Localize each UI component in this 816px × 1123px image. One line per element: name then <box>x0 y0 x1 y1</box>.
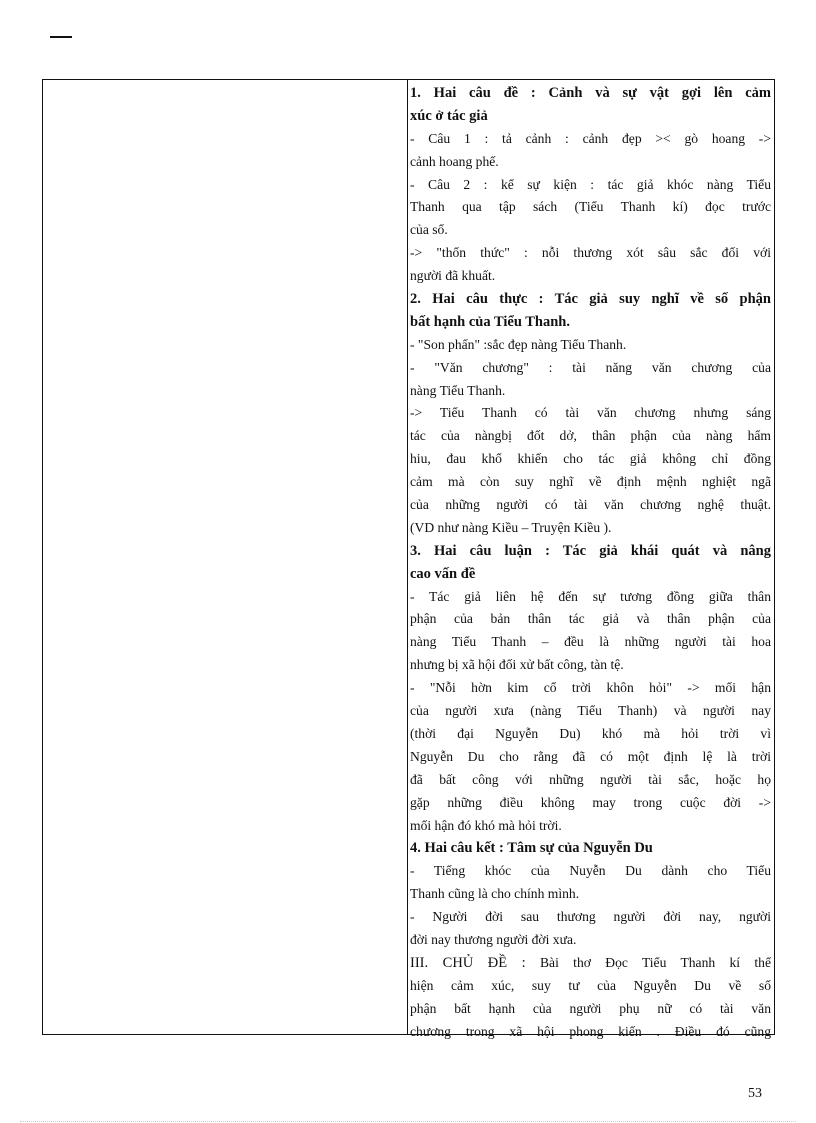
body-text-line: của những người có tài văn chương nghệ thuật. <box>410 497 771 513</box>
body-text-line: (thời đại Nguyễn Du) khó mà hỏi trời vì <box>410 725 771 741</box>
right-column-text <box>410 82 771 1039</box>
body-text-line: mối hận đó khó mà hỏi trời. <box>410 817 562 833</box>
body-text-line: của người xưa (nàng Tiểu Thanh) và người nay <box>410 703 771 719</box>
body-text-line: hiu, đau khổ khiến cho tác giả không chỉ đồng <box>410 451 771 467</box>
section-heading-line: 1. Hai câu đề : Cảnh và sự vật gợi lên cảm <box>410 85 771 101</box>
body-text-line: gặp những điều không may trong cuộc đời -> <box>410 794 771 810</box>
section-heading-line: 4. Hai câu kết : Tâm sự của Nguyễn Du <box>410 840 653 857</box>
section-heading-line: 3. Hai câu luận : Tác giả khái quát và nâng <box>410 542 771 559</box>
body-text-line: nhưng bị xã hội đối xử bất công, tàn tệ. <box>410 657 624 673</box>
body-text-line: phận của bản thân tác giả và thân phận của <box>410 611 771 627</box>
body-text-span: Bài thơ Đọc Tiểu Thanh kí thể <box>525 954 771 970</box>
content-table <box>42 79 775 1039</box>
section-heading-line: bất hạnh của Tiểu Thanh. <box>410 313 570 330</box>
body-text-line: chương trong xã hội phong kiến . Điều đó cũng <box>410 1023 771 1039</box>
body-text-line: tác của nàngbị đốt dở, thân phận của nàng hẩm <box>410 428 771 444</box>
section-heading-label: III. CHỦ ĐỀ : <box>410 954 526 971</box>
body-text-line: - "Son phấn" :sắc đẹp nàng Tiểu Thanh. <box>410 336 627 352</box>
body-text-line: đã bất công với những người tài sắc, hoặc họ <box>410 771 771 787</box>
body-text-line: - "Nỗi hờn kim cổ trời khôn hỏi" -> mối hận <box>410 680 771 696</box>
body-text-line: Thanh qua tập sách (Tiểu Thanh kí) đọc trước <box>410 199 771 215</box>
body-text-line: phận bất hạnh của người phụ nữ có tài văn <box>410 1000 771 1016</box>
body-text-line: người đã khuất. <box>410 268 496 284</box>
section-heading-line: xúc ở tác giả <box>410 107 488 124</box>
body-text-line: hiện cảm xúc, suy tư của Nguyễn Du về số <box>410 977 771 993</box>
body-text-line: - Tác giả liên hệ đến sự tương đồng giữa thân <box>410 588 771 604</box>
body-text-line: - Tiếng khóc của Nuyễn Du dành cho Tiểu <box>410 863 771 879</box>
body-text-line: -> "thổn thức" : nỗi thương xót sâu sắc đối với <box>410 245 771 261</box>
body-text-line: - Câu 1 : tả cảnh : cảnh đẹp >< gò hoang -> <box>410 130 771 146</box>
left-column-empty <box>43 80 407 1034</box>
body-text-line: - Câu 2 : kể sự kiện : tác giả khóc nàng Tiểu <box>410 176 771 192</box>
body-text-line: -> Tiểu Thanh có tài văn chương nhưng sáng <box>410 405 771 421</box>
body-text-line: đời nay thương người đời xưa. <box>410 931 577 947</box>
header-dash <box>50 36 72 38</box>
body-text-line: cảnh hoang phế. <box>410 153 499 169</box>
section-heading-line: 2. Hai câu thực : Tác giả suy nghĩ về số phận <box>410 291 771 308</box>
body-text-line: nàng Tiểu Thanh – đều là những người tài hoa <box>410 634 771 650</box>
body-text-line <box>410 952 771 975</box>
body-text-line: của sổ. <box>410 222 448 238</box>
column-divider <box>407 80 408 1034</box>
body-text-line: - "Văn chương" : tài năng văn chương của <box>410 359 771 375</box>
body-text-line: Nguyễn Du cho rằng đã có một định lệ là trời <box>410 748 771 764</box>
section-heading-line: cao vấn đề <box>410 565 476 582</box>
page-number: 53 <box>748 1086 762 1101</box>
body-text-line: cảm mà còn suy nghĩ về định mệnh nghiệt ngã <box>410 474 771 490</box>
body-text-line: Thanh cũng là cho chính mình. <box>410 886 580 902</box>
body-text-line: nàng Tiểu Thanh. <box>410 382 506 398</box>
body-text-line: (VD như nàng Kiều – Truyện Kiều ). <box>410 519 612 535</box>
footer-rule <box>20 1121 796 1122</box>
body-text-line: - Người đời sau thương người đời nay, người <box>410 909 771 925</box>
